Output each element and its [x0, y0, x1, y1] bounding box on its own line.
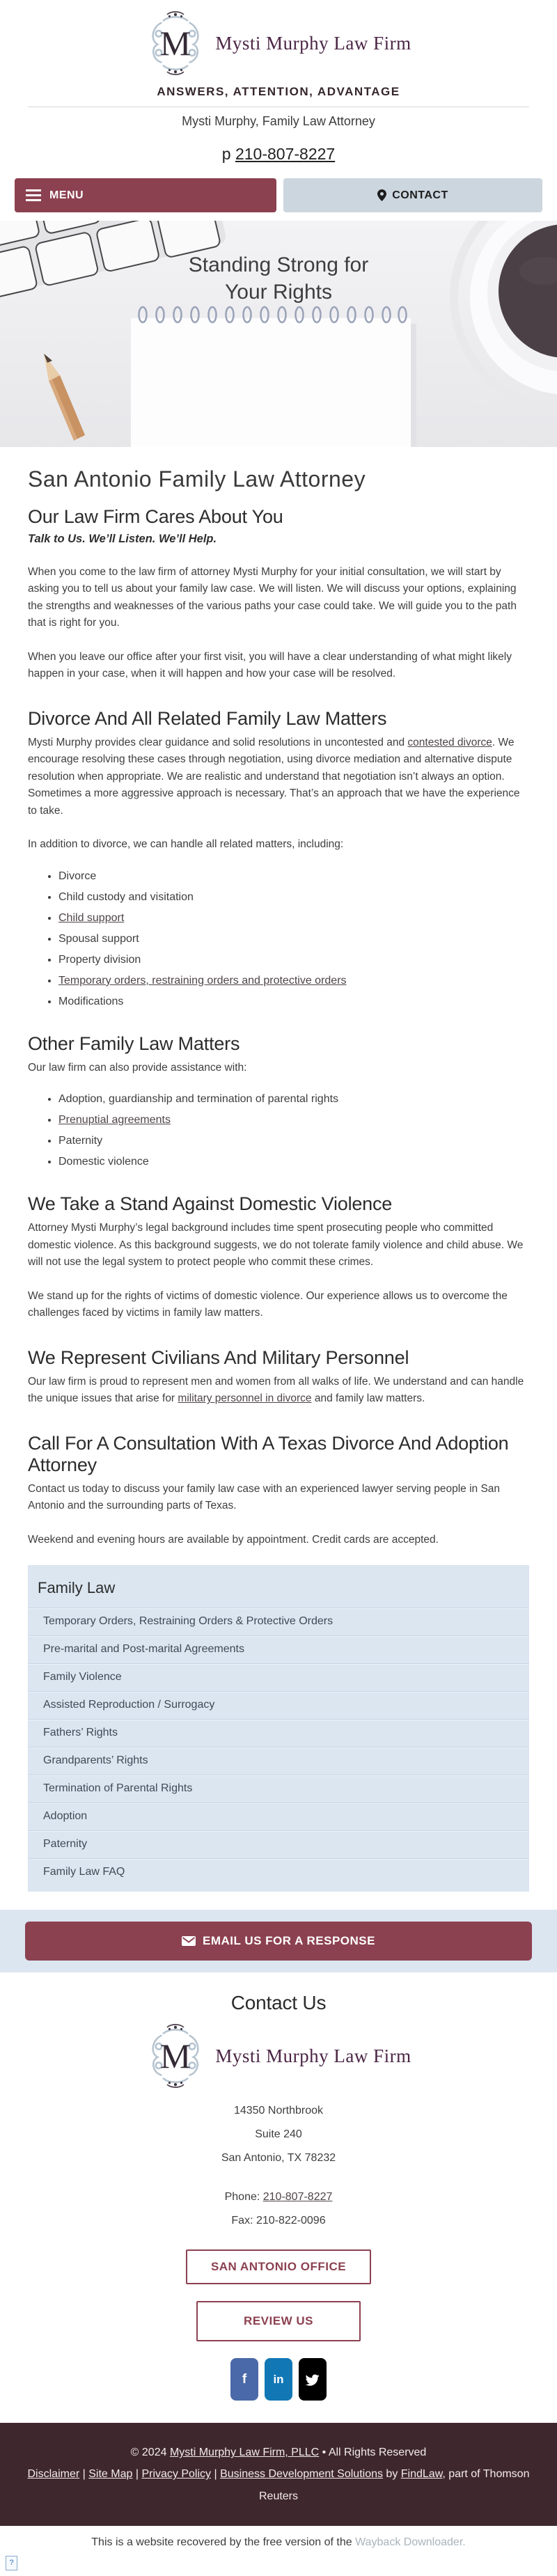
hero-banner	[0, 221, 557, 447]
header-buttons	[15, 178, 542, 212]
broken-image-placeholder-icon: ?	[6, 2556, 17, 2570]
phone-label: Phone:	[224, 2191, 263, 2204]
military-divorce-link[interactable]: military personnel in divorce	[178, 1392, 312, 1405]
footer-logo[interactable]	[0, 2023, 557, 2089]
email-us-button[interactable]	[25, 1922, 532, 1961]
consult-paragraph-1: Contact us today to discuss your family law case with an experienced lawyer serving people in San Antonio and the surrounding parts of Texas.	[28, 1482, 501, 1512]
site-logo[interactable]	[0, 10, 557, 77]
email-cta-band	[0, 1910, 557, 1972]
logo-firm-name: Mysti Murphy Law Firm	[215, 32, 411, 54]
list-item	[58, 975, 529, 987]
logo-monogram-icon	[146, 10, 205, 77]
list-item	[58, 1114, 529, 1126]
site-header	[0, 0, 557, 212]
site-footer	[0, 2423, 557, 2526]
list-item: • Adoption, guardianship and termination of parental rights	[58, 1093, 529, 1106]
separator: |	[214, 2468, 217, 2481]
list-item: • Spousal support	[58, 933, 529, 945]
privacy-policy-link[interactable]: Privacy Policy	[141, 2468, 212, 2481]
family-law-link-fathers-rights[interactable]: Fathers’ Rights	[28, 1719, 529, 1747]
contact-button[interactable]	[283, 178, 542, 212]
heading-military: We Represent Civilians And Military Personnel	[28, 1346, 409, 1368]
contact-phone-row	[0, 2191, 557, 2204]
family-law-link-grandparents-rights[interactable]: Grandparents’ Rights	[28, 1747, 529, 1775]
header-phone-link[interactable]: 210-807-8227	[235, 145, 336, 163]
family-law-link-paternity[interactable]: Paternity	[28, 1830, 529, 1858]
other-matters-list	[28, 1093, 529, 1168]
disclaimer-link[interactable]: Disclaimer	[27, 2468, 80, 2481]
menu-button[interactable]	[15, 178, 276, 212]
other-paragraph-1: Our law firm can also provide assistance with:	[28, 1061, 247, 1074]
email-us-button-label: EMAIL US FOR A RESPONSE	[203, 1934, 375, 1948]
review-us-button[interactable]: REVIEW US	[196, 2301, 361, 2341]
cares-paragraph-2: When you leave our office after your first visit, you will have a clear understanding of what might likely happen in your case, when it will happen and how your case will be resolved.	[28, 650, 512, 680]
logo-firm-name: Mysti Murphy Law Firm	[215, 2045, 411, 2066]
heading-other-matters: Other Family Law Matters	[28, 1032, 240, 1054]
envelope-icon	[182, 1936, 196, 1946]
notepad-sheet	[131, 318, 411, 447]
divorce-p1-pre: Mysti Murphy provides clear guidance and solid resolutions in uncontested and	[28, 736, 408, 748]
findlaw-link[interactable]: FindLaw	[400, 2468, 443, 2481]
family-law-panel	[28, 1565, 529, 1892]
site-map-link[interactable]: Site Map	[88, 2468, 133, 2481]
twitter-bird-icon	[306, 2373, 320, 2387]
menu-button-label: MENU	[49, 189, 84, 201]
heading-divorce: Divorce And All Related Family Law Matters	[28, 707, 387, 729]
consult-paragraph-2: Weekend and evening hours are available by appointment. Credit cards are accepted.	[28, 1533, 439, 1546]
phone-prefix: p	[221, 145, 235, 163]
wayback-text: This is a website recovered by the free version of the	[91, 2536, 356, 2548]
prenuptial-agreements-link[interactable]: Prenuptial agreements	[58, 1114, 171, 1126]
family-law-link-termination[interactable]: Termination of Parental Rights	[28, 1775, 529, 1803]
family-law-link-adoption[interactable]: Adoption	[28, 1803, 529, 1830]
main-content	[0, 447, 557, 1892]
copyright-pre: © 2024	[130, 2447, 170, 2459]
contact-fax: Fax: 210-822-0096	[231, 2215, 326, 2227]
family-law-link-surrogacy[interactable]: Assisted Reproduction / Surrogacy	[28, 1691, 529, 1719]
list-item: • Domestic violence	[58, 1156, 529, 1168]
hamburger-icon	[26, 189, 41, 201]
list-item: • Paternity	[58, 1135, 529, 1147]
facebook-icon[interactable]: f	[230, 2358, 258, 2401]
family-law-link-temporary-orders[interactable]: Temporary Orders, Restraining Orders & Protective Orders	[28, 1608, 529, 1635]
page-title: San Antonio Family Law Attorney	[28, 466, 366, 492]
divorce-p1-post: . We encourage resolving these cases through negotiation, using divorce mediation and alternative dispute resolution when appropriate. We are realistic and understand that negotiation isn’t always an option. Sometimes a more aggressive approach is necessary. That’s an approach that we have the experience to take.	[28, 736, 520, 817]
list-item	[58, 912, 529, 925]
separator: |	[135, 2468, 139, 2481]
list-item: • Modifications	[58, 996, 529, 1008]
contact-section	[0, 1972, 557, 2401]
list-item: • Property division	[58, 954, 529, 966]
wayback-downloader-link[interactable]: Wayback Downloader.	[355, 2536, 466, 2548]
heading-cares: Our Law Firm Cares About You	[28, 506, 283, 527]
heading-consultation: Call For A Consultation With A Texas Divorce And Adoption Attorney	[28, 1432, 509, 1475]
hero-title: Standing Strong for Your Rights	[188, 253, 369, 304]
family-law-link-premarital[interactable]: Pre-marital and Post-marital Agreements	[28, 1635, 529, 1663]
firm-pllc-link[interactable]: Mysti Murphy Law Firm, PLLC	[169, 2447, 320, 2459]
business-development-link[interactable]: Business Development Solutions	[220, 2468, 383, 2481]
dv-paragraph-2: We stand up for the rights of victims of domestic violence. Our experience allows us to overcome the challenges faced by victims in family law matters.	[28, 1289, 508, 1319]
separator: |	[82, 2468, 86, 2481]
divorce-paragraph-2: In addition to divorce, we can handle all related matters, including:	[28, 838, 344, 851]
office-address	[0, 2105, 557, 2165]
military-p1-post: and family law matters.	[311, 1392, 425, 1405]
footer-tail: , part of Thomson Reuters	[258, 2468, 530, 2502]
address-line-2: Suite 240	[255, 2128, 302, 2141]
family-law-panel-title: Family Law	[38, 1579, 116, 1597]
heading-domestic-violence: We Take a Stand Against Domestic Violence	[28, 1193, 393, 1215]
logo-monogram-letter: M	[160, 2037, 191, 2076]
child-support-link[interactable]: Child support	[58, 911, 125, 924]
divorce-paragraph-1	[28, 735, 529, 819]
logo-monogram-letter: M	[160, 24, 191, 63]
copyright-post: • All Rights Reserved	[319, 2447, 427, 2459]
family-law-link-faq[interactable]: Family Law FAQ	[28, 1858, 529, 1886]
address-line-1: 14350 Northbrook	[233, 2105, 324, 2117]
by-label: by	[382, 2468, 401, 2481]
contact-button-label: CONTACT	[392, 189, 448, 201]
contact-heading: Contact Us	[230, 1992, 327, 2014]
divorce-matters-list	[28, 870, 529, 1008]
family-law-link-family-violence[interactable]: Family Violence	[28, 1663, 529, 1691]
address-line-3: San Antonio, TX 78232	[221, 2152, 336, 2165]
military-paragraph-1	[28, 1374, 529, 1408]
firm-tagline: ANSWERS, ATTENTION, ADVANTAGE	[157, 85, 400, 98]
temporary-orders-link[interactable]: Temporary orders, restraining orders and protective orders	[58, 974, 347, 987]
firm-subtitle: Mysti Murphy, Family Law Attorney	[182, 114, 375, 128]
location-pin-icon	[377, 189, 386, 201]
wayback-note	[0, 2526, 557, 2550]
footer-links-line	[21, 2463, 536, 2506]
san-antonio-office-button[interactable]: SAN ANTONIO OFFICE	[186, 2249, 371, 2284]
header-phone-row	[0, 145, 557, 164]
military-p1-pre: Our law firm is proud to represent men and women from all walks of life. We understand and can handle the unique issues that arise for	[28, 1375, 524, 1405]
copyright-line	[21, 2442, 536, 2463]
cares-paragraph-1: When you come to the law firm of attorney Mysti Murphy for your initial consultation, we will start by asking you to tell us about your family law case. We will listen. We will discuss your options, explaining the strengths and weaknesses of the various paths your case could take. We will guide you to the path that is right for you.	[28, 566, 517, 629]
social-links	[0, 2358, 557, 2401]
twitter-icon[interactable]	[299, 2358, 327, 2401]
dv-paragraph-1: Attorney Mysti Murphy’s legal background includes time spent prosecuting people who committed domestic violence. As this background suggests, we do not tolerate family violence and child abuse. We will not use the legal system to protect people who commit these crimes.	[28, 1222, 524, 1269]
cares-tagline: Talk to Us. We’ll Listen. We’ll Help.	[28, 533, 217, 545]
contested-divorce-link[interactable]: contested divorce	[407, 736, 492, 748]
contact-phone-link[interactable]: 210-807-8227	[262, 2191, 333, 2204]
linkedin-icon[interactable]: in	[265, 2358, 292, 2401]
logo-monogram-icon	[146, 2023, 205, 2089]
list-item: • Child custody and visitation	[58, 891, 529, 904]
list-item: • Divorce	[58, 870, 529, 883]
